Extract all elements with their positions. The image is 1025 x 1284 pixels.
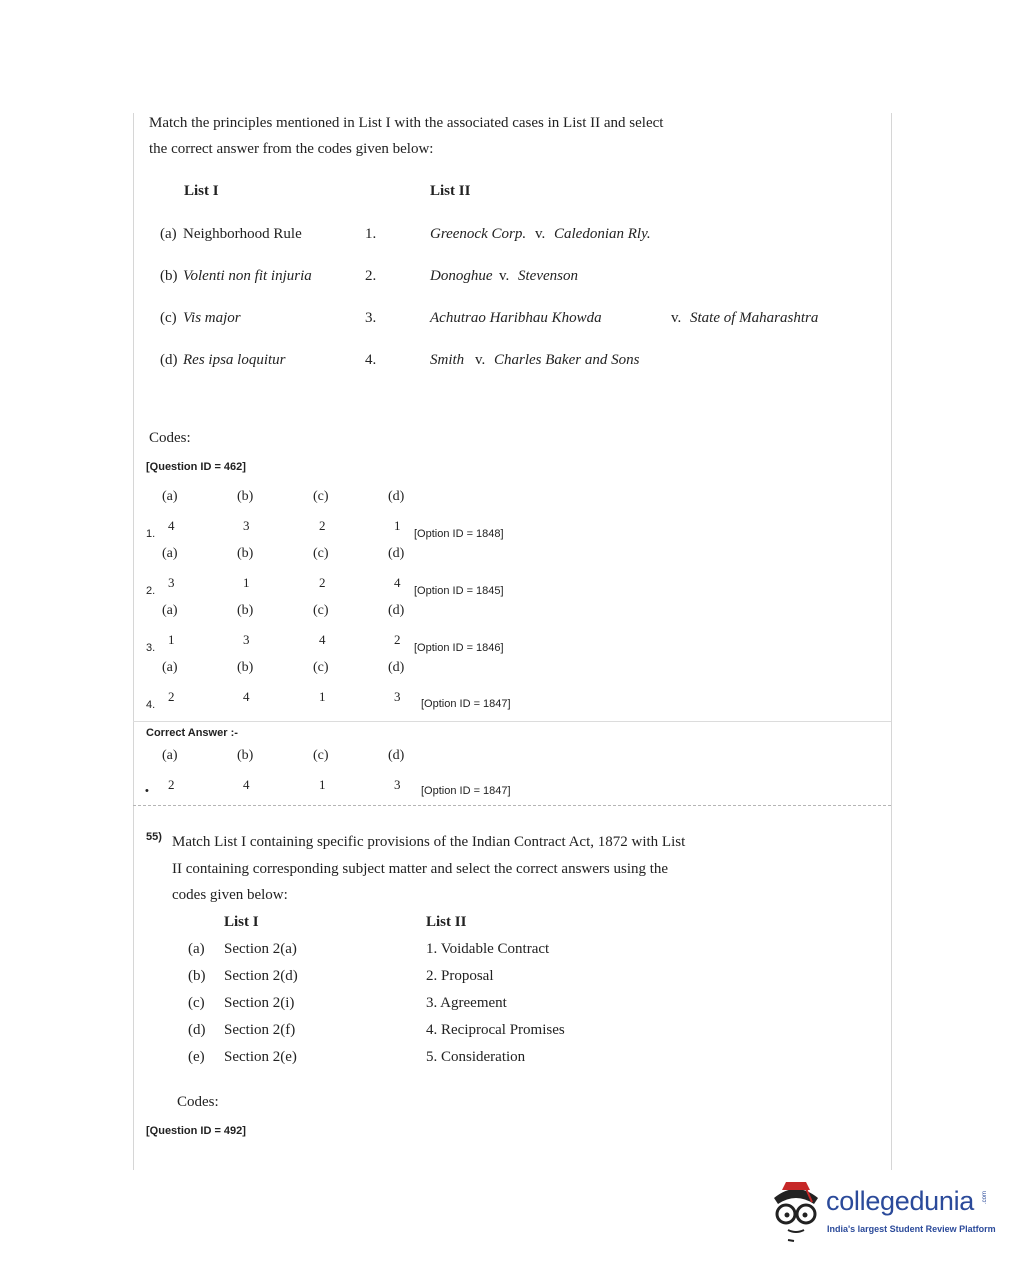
q55-intro-line2: II containing corresponding subject matter and select the correct answers using the xyxy=(172,861,669,877)
logo-tagline: India's largest Student Review Platform xyxy=(827,1224,996,1234)
option-value: 4 xyxy=(319,632,326,647)
option-id: [Option ID = 1846] xyxy=(414,642,504,654)
q55-question-id: [Question ID = 492] xyxy=(146,1125,246,1137)
correct-column-header: (b) xyxy=(237,748,254,763)
q54-codes-label: Codes: xyxy=(149,430,191,446)
logo-brand: collegedunia xyxy=(826,1186,975,1216)
q54-case-versus: v. xyxy=(671,310,682,326)
option-column-header: (c) xyxy=(313,660,329,675)
q54-intro-line1: Match the principles mentioned in List I with the associated cases in List II and select xyxy=(149,115,664,131)
q55-row-matter: 4. Reciprocal Promises xyxy=(426,1022,565,1038)
option-number: 1. xyxy=(146,528,156,540)
q54-case-versus: v. xyxy=(475,352,486,368)
q55-row-matter: 3. Agreement xyxy=(426,995,507,1011)
logo-com: .com xyxy=(982,1190,988,1204)
option-column-header: (d) xyxy=(388,660,405,675)
q54-row-principle: Res ipsa loquitur xyxy=(183,352,286,368)
q55-list2-header: List II xyxy=(426,914,467,930)
option-value: 1 xyxy=(319,689,326,704)
q54-case-second-party: Charles Baker and Sons xyxy=(494,352,640,368)
q54-case-second-party: Stevenson xyxy=(518,268,578,284)
q54-case-first-party: Smith xyxy=(430,352,465,368)
q54-row-label: (d) xyxy=(160,352,178,368)
option-value: 3 xyxy=(168,575,175,590)
correct-option-id: [Option ID = 1847] xyxy=(421,785,511,797)
q55-row-section: Section 2(a) xyxy=(224,941,297,957)
option-id: [Option ID = 1847] xyxy=(421,698,511,710)
q55-row-section: Section 2(i) xyxy=(224,995,295,1011)
option-value: 3 xyxy=(243,632,250,647)
option-id: [Option ID = 1845] xyxy=(414,585,504,597)
option-column-header: (d) xyxy=(388,603,405,618)
q55-row-label: (a) xyxy=(188,941,205,957)
option-column-header: (a) xyxy=(162,660,178,675)
q55-row-label: (e) xyxy=(188,1049,205,1065)
option-value: 1 xyxy=(394,518,401,533)
option-value: 4 xyxy=(243,689,250,704)
correct-answer-label: Correct Answer :- xyxy=(146,727,238,739)
q54-case-versus: v. xyxy=(535,226,546,242)
q55-row-section: Section 2(d) xyxy=(224,968,298,984)
q54-case-versus: v. xyxy=(499,268,510,284)
option-value: 1 xyxy=(243,575,250,590)
q54-list2-header: List II xyxy=(430,183,471,199)
correct-column-header: (a) xyxy=(162,748,178,763)
collegedunia-logo xyxy=(764,1176,1004,1246)
q55-row-label: (b) xyxy=(188,968,206,984)
q54-row-number: 4. xyxy=(365,352,377,368)
option-value: 4 xyxy=(394,575,401,590)
correct-column-header: (d) xyxy=(388,748,405,763)
q55-row-matter: 1. Voidable Contract xyxy=(426,941,550,957)
correct-value: 1 xyxy=(319,777,326,792)
correct-value: 2 xyxy=(168,777,175,792)
option-column-header: (d) xyxy=(388,489,405,504)
q54-question-id: [Question ID = 462] xyxy=(146,461,246,473)
option-column-header: (c) xyxy=(313,489,329,504)
left-border xyxy=(133,113,134,1170)
q55-number: 55) xyxy=(146,831,162,843)
option-number: 3. xyxy=(146,642,156,654)
q55-intro-line3: codes given below: xyxy=(172,887,288,903)
q55-row-label: (d) xyxy=(188,1022,206,1038)
option-column-header: (b) xyxy=(237,546,254,561)
option-id: [Option ID = 1848] xyxy=(414,528,504,540)
option-value: 2 xyxy=(319,518,326,533)
correct-column-header: (c) xyxy=(313,748,329,763)
correct-bullet: • xyxy=(145,785,149,797)
option-value: 3 xyxy=(394,689,401,704)
right-border xyxy=(891,113,892,1170)
mascot-icon xyxy=(764,1176,828,1244)
q55-row-matter: 2. Proposal xyxy=(426,968,494,984)
q54-row-label: (b) xyxy=(160,268,178,284)
option-value: 2 xyxy=(168,689,175,704)
option-value: 4 xyxy=(168,518,175,533)
option-column-header: (b) xyxy=(237,489,254,504)
option-value: 1 xyxy=(168,632,175,647)
q54-case-first-party: Achutrao Haribhau Khowda xyxy=(430,310,602,326)
q55-codes-label: Codes: xyxy=(177,1094,219,1110)
q54-row-label: (c) xyxy=(160,310,177,326)
option-column-header: (b) xyxy=(237,660,254,675)
q54-row-principle: Neighborhood Rule xyxy=(183,226,302,242)
q54-row-label: (a) xyxy=(160,226,177,242)
q54-row-number: 2. xyxy=(365,268,377,284)
q54-row-principle: Vis major xyxy=(183,310,241,326)
q54-list1-header: List I xyxy=(184,183,219,199)
q54-case-second-party: State of Maharashtra xyxy=(690,310,819,326)
option-column-header: (d) xyxy=(388,546,405,561)
option-value: 2 xyxy=(319,575,326,590)
q54-row-number: 3. xyxy=(365,310,377,326)
option-column-header: (a) xyxy=(162,546,178,561)
q55-row-section: Section 2(e) xyxy=(224,1049,297,1065)
option-value: 3 xyxy=(243,518,250,533)
correct-value: 4 xyxy=(243,777,250,792)
option-column-header: (a) xyxy=(162,489,178,504)
option-column-header: (c) xyxy=(313,603,329,618)
option-value: 2 xyxy=(394,632,401,647)
answer-divider xyxy=(133,721,891,722)
question-divider xyxy=(133,805,891,806)
option-number: 4. xyxy=(146,699,156,711)
q54-row-principle: Volenti non fit injuria xyxy=(183,268,312,284)
q55-intro-line1: Match List I containing specific provisions of the Indian Contract Act, 1872 with List xyxy=(172,834,686,850)
option-column-header: (b) xyxy=(237,603,254,618)
q54-case-first-party: Greenock Corp. xyxy=(430,226,527,242)
option-column-header: (a) xyxy=(162,603,178,618)
q54-intro-line2: the correct answer from the codes given below: xyxy=(149,141,434,157)
q55-row-matter: 5. Consideration xyxy=(426,1049,526,1065)
q54-row-number: 1. xyxy=(365,226,377,242)
correct-value: 3 xyxy=(394,777,401,792)
q54-case-second-party: Caledonian Rly. xyxy=(554,226,651,242)
q55-list1-header: List I xyxy=(224,914,259,930)
q54-case-first-party: Donoghue xyxy=(430,268,493,284)
q55-row-label: (c) xyxy=(188,995,205,1011)
q55-row-section: Section 2(f) xyxy=(224,1022,296,1038)
option-column-header: (c) xyxy=(313,546,329,561)
option-number: 2. xyxy=(146,585,156,597)
